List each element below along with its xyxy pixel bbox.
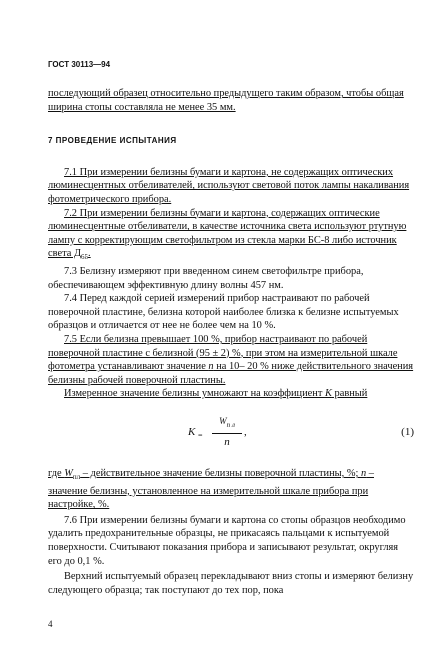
formula-equals: = xyxy=(198,430,203,440)
formula-numerator xyxy=(212,415,242,434)
formula-explanation-w: W xyxy=(64,467,73,479)
page-number: 4 xyxy=(48,619,53,629)
formula-numerator-subscript: п л xyxy=(226,420,235,429)
formula-explanation-b: – действительное значение белизны поверочной пластины, %; xyxy=(80,467,361,479)
section-title: 7 ПРОВЕДЕНИЕ ИСПЫТАНИЯ xyxy=(48,136,177,146)
page-header: ГОСТ 30113—94 xyxy=(48,60,111,69)
formula-explanation-c: – значение белизны, установленное на измерительной шкале прибора при настройке, %. xyxy=(48,467,374,511)
paragraph-7-2-end: . xyxy=(88,248,91,260)
paragraph-7-3: 7.3 Белизну измеряют при введенном синем светофильтре прибора, обеспечивающем эффективную длину волны 457 нм. xyxy=(48,266,364,291)
formula-explanation-n: n xyxy=(361,467,367,479)
paragraph-7-5-part-b: на 10– 20 % ниже действительного значения белизны рабочей поверочной пластины. xyxy=(48,361,414,386)
paragraph-7-1: 7.1 При измерении белизны бумаги и картона, не содержащих оптических люминесцентных отбеливателей, используют световой поток лампы накаливания фотометрического прибора. xyxy=(48,166,410,205)
formula-lhs: K xyxy=(188,425,196,438)
paragraph-7-2-subscript: 65 xyxy=(81,253,89,262)
formula-explanation xyxy=(48,467,414,512)
paragraph-last: Верхний испытуемый образец перекладывают вниз стопы и измеряют белизну следующего образца; так поступают до тех пор, пока xyxy=(48,571,414,596)
formula-1 xyxy=(48,411,414,463)
paragraph-7-2 xyxy=(48,207,414,265)
formula-explanation-w-subscript: пл xyxy=(72,473,81,482)
intro-paragraph: последующий образец относительно предыдущего таким образом, чтобы общая ширина стопы составляла не менее 35 мм. xyxy=(48,88,404,113)
document-body xyxy=(48,87,414,597)
paragraph-measured xyxy=(48,387,414,401)
paragraph-7-5-part-a: 7.5 Если белизна превышает 100 %, прибор настраивают по рабочей поверочной пластине с белизной (95 ± 2) %, при этом на измерительной шкале фотометра устанавливают значение xyxy=(48,333,398,373)
formula-denominator: n xyxy=(224,436,230,449)
formula-explanation-a: где xyxy=(48,467,65,479)
paragraph-7-6: 7.6 При измерении белизны бумаги и картона со стопы образцов необходимо удалить предохранительные образцы, не прикасаясь пальцами к испытуемой поверхности. Считывают показания прибора и записывают результат, округляя его до 0,1 %. xyxy=(48,514,406,567)
formula-fraction xyxy=(212,415,242,450)
paragraph-7-2-text: 7.2 При измерении белизны бумаги и картона, содержащих оптические люминесцентные отбеливатели, в качестве источника света используют ртутную лампу с корректирующим светофильтром из стекла марки БС-8 либо источник света Д xyxy=(48,207,407,260)
paragraph-7-5 xyxy=(48,333,414,387)
paragraph-measured-a: Измеренное значение белизны умножают на коэффициент xyxy=(64,388,325,400)
paragraph-7-5-n: n xyxy=(208,361,214,373)
paragraph-measured-k: K xyxy=(324,388,332,400)
paragraph-measured-b: равный xyxy=(331,388,368,400)
formula-comma: , xyxy=(244,425,247,438)
formula-number: (1) xyxy=(401,425,414,438)
paragraph-7-4: 7.4 Перед каждой серией измерений прибор настраивают по рабочей поверочной пластине, белизна которой наиболее близка к белизне испытуемых образцов и отличается от нее не более чем на 10 %. xyxy=(48,293,399,332)
formula-numerator-symbol: W xyxy=(219,415,227,426)
